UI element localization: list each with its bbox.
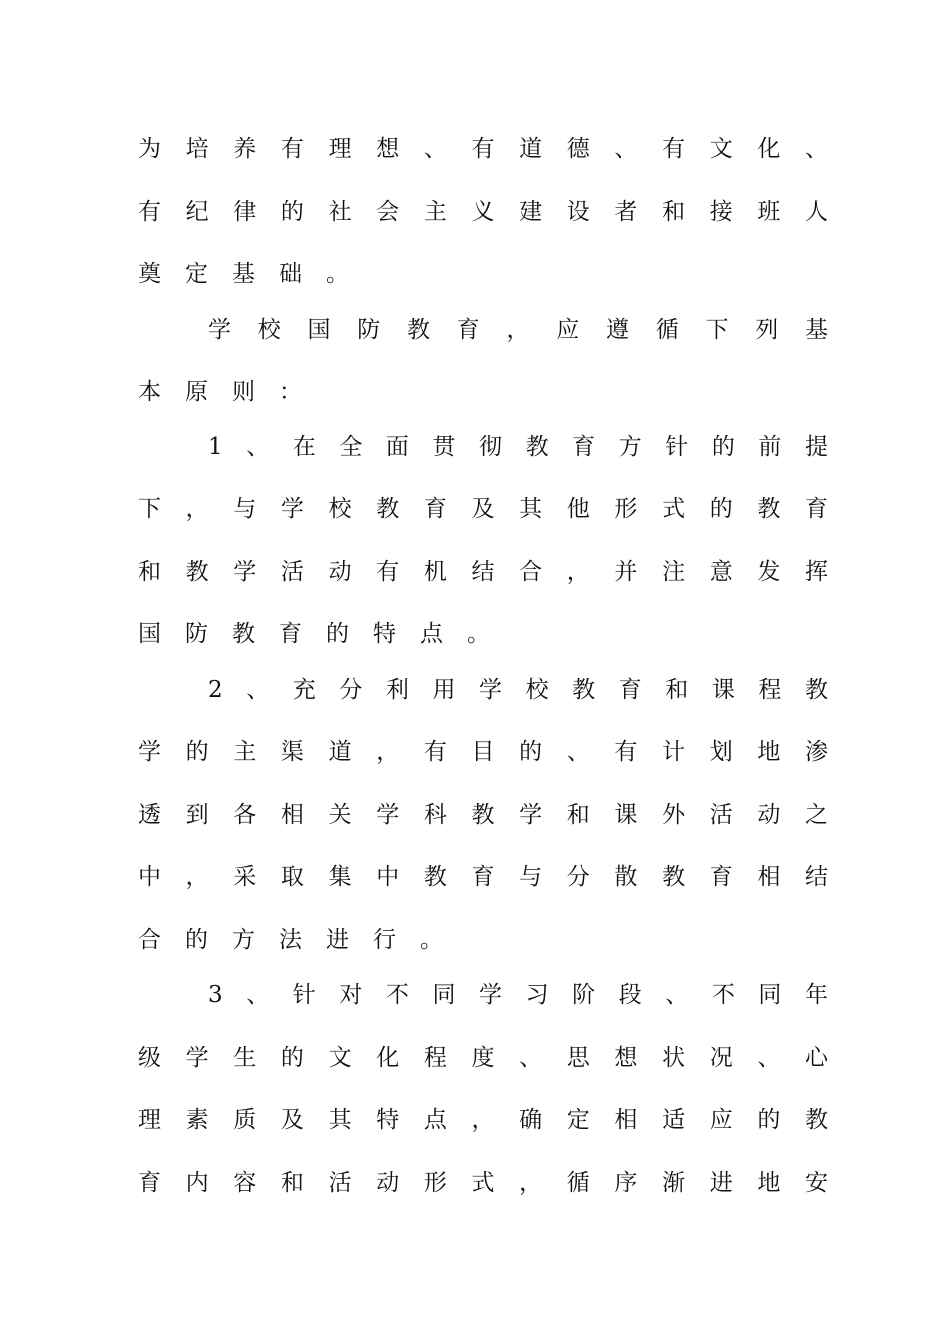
text-line: 育内容和活动形式，循序渐进地安 [138, 1170, 828, 1196]
text-line: 透到各相关学科教学和课外活动之 [138, 802, 828, 828]
text-line: 有纪律的社会主义建设者和接班人 [138, 199, 828, 225]
text-line: 为培养有理想、有道德、有文化、 [138, 136, 828, 162]
text-line: 奠定基础。 [138, 261, 373, 287]
numbered-item-3-line: 3、针对不同学习阶段、不同年 [208, 982, 828, 1008]
numbered-item-1-line: 1、在全面贯彻教育方针的前提 [208, 434, 828, 460]
text-line: 学的主渠道，有目的、有计划地渗 [138, 739, 828, 765]
text-line: 理素质及其特点，确定相适应的教 [138, 1107, 828, 1133]
text-line: 下，与学校教育及其他形式的教育 [138, 496, 828, 522]
text-line: 中，采取集中教育与分散教育相结 [138, 864, 828, 890]
text-line: 和教学活动有机结合，并注意发挥 [138, 559, 828, 585]
text-line: 国防教育的特点。 [138, 621, 514, 647]
text-line: 本原则： [138, 379, 326, 405]
text-line: 合的方法进行。 [138, 927, 467, 953]
paragraph-start-line: 学校国防教育，应遵循下列基 [208, 317, 828, 343]
numbered-item-2-line: 2、充分利用学校教育和课程教 [208, 677, 828, 703]
text-line: 级学生的文化程度、思想状况、心 [138, 1045, 828, 1071]
